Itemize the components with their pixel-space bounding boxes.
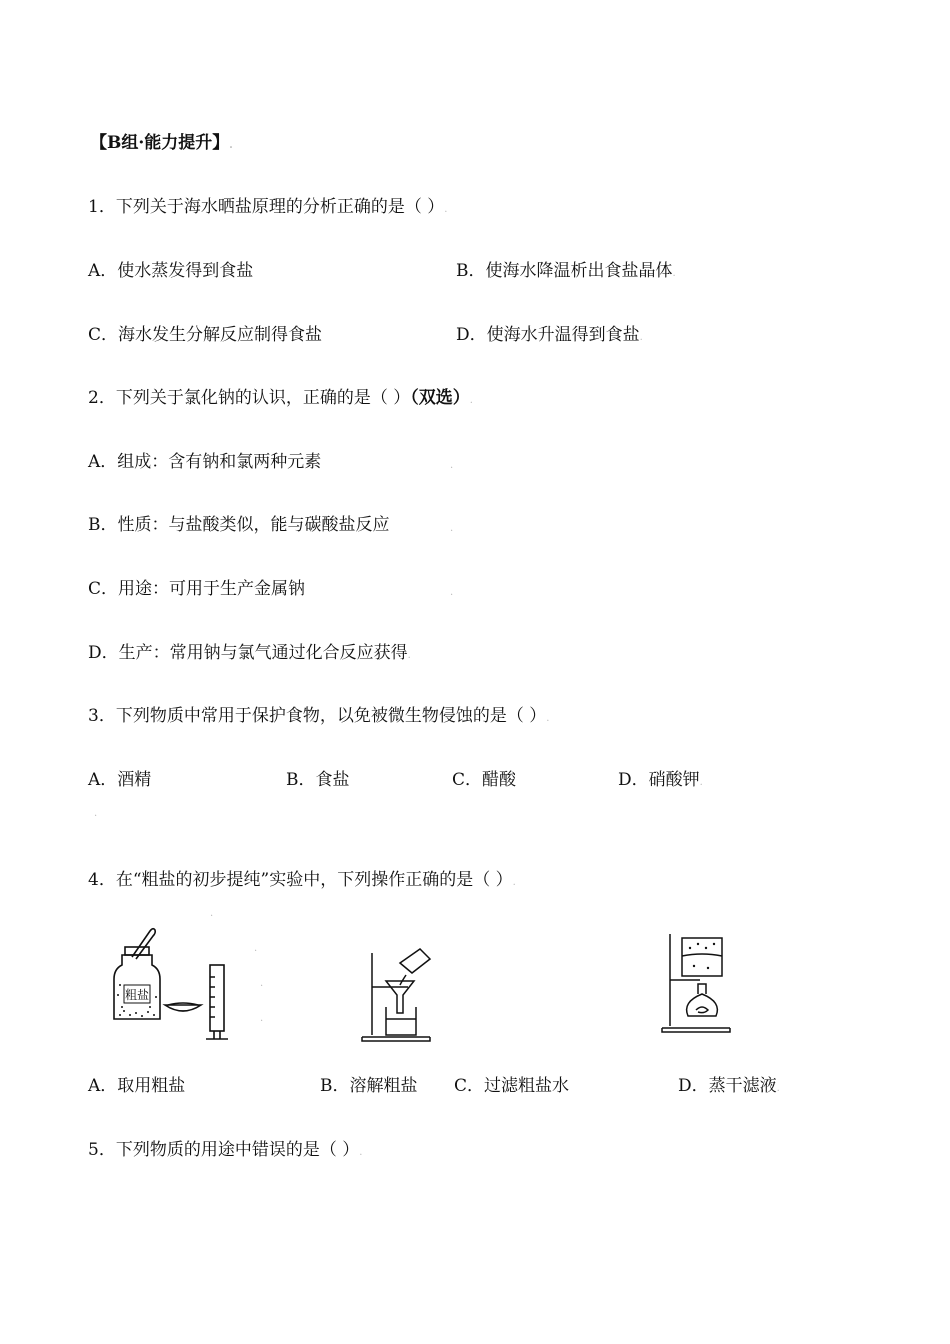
option-text: A．使水蒸发得到食盐	[88, 261, 254, 281]
paragraph-mark: .	[260, 978, 264, 989]
question-4-option-d	[678, 1075, 780, 1100]
paragraph-mark: .	[776, 1083, 780, 1094]
paragraph-mark: .	[699, 777, 703, 788]
question-1-option-d	[456, 324, 643, 349]
question-3-text: 3．下列物质中常用于保护食物，以免被微生物侵蚀的是（ ）	[88, 706, 547, 726]
question-5-text: 5．下列物质的用途中错误的是（ ）	[88, 1140, 360, 1160]
paragraph-mark: .	[639, 332, 643, 343]
paragraph-mark: .	[469, 395, 473, 406]
question-4-option-a	[88, 1075, 185, 1097]
option-text: B．溶解粗盐	[320, 1076, 418, 1096]
paragraph-mark: .	[359, 1147, 363, 1158]
paragraph-mark: .	[450, 587, 454, 598]
question-2-option-a	[88, 451, 321, 473]
option-text: A．取用粗盐	[88, 1076, 186, 1096]
section-title	[90, 132, 233, 157]
question-1-text: 1．下列关于海水晒盐原理的分析正确的是（ ）	[88, 197, 445, 217]
question-4-option-c	[454, 1075, 569, 1097]
question-3-stem	[88, 705, 549, 730]
paragraph-mark: .	[407, 650, 411, 661]
question-4-text: 4．在“粗盐的初步提纯”实验中，下列操作正确的是（ ）	[88, 870, 513, 890]
paragraph-mark: .	[512, 877, 516, 888]
option-text: C．过滤粗盐水	[454, 1076, 570, 1096]
option-text: D．硝酸钾	[618, 770, 700, 790]
paragraph-mark: .	[254, 943, 258, 954]
figure-filtration	[360, 945, 440, 1045]
paragraph-mark: .	[260, 1013, 264, 1024]
option-text: D．蒸干滤液	[678, 1076, 777, 1096]
paragraph-mark: .	[444, 204, 448, 215]
question-3-option-b	[286, 769, 350, 791]
question-1-option-a	[88, 260, 253, 282]
option-text: B．性质：与盐酸类似，能与碳酸盐反应	[88, 515, 390, 535]
question-4-option-b	[320, 1075, 418, 1097]
option-text: C．海水发生分解反应制得食盐	[88, 325, 323, 345]
option-text: A．酒精	[88, 770, 152, 790]
figure-take-crude-salt	[110, 925, 250, 1045]
question-4-stem	[88, 869, 516, 894]
option-text: D．使海水升温得到食盐	[456, 325, 640, 345]
section-title-text: 【B组·能力提升】	[90, 133, 230, 153]
double-choice-tag: （双选）	[410, 388, 470, 408]
option-text: C．用途：可用于生产金属钠	[88, 579, 306, 599]
option-text: A．组成：含有钠和氯两种元素	[88, 452, 322, 472]
question-2-text: 2．下列关于氯化钠的认识，正确的是（ ）	[88, 388, 411, 408]
question-3-option-a	[88, 769, 151, 791]
question-5-stem	[88, 1139, 362, 1164]
option-text: B．使海水降温析出食盐晶体	[456, 261, 673, 281]
question-3-option-c	[452, 769, 516, 791]
paragraph-mark: .	[672, 268, 676, 279]
option-text: D．生产：常用钠与氯气通过化合反应获得	[88, 643, 408, 663]
option-text: B．食盐	[286, 770, 350, 790]
jar-label: 粗盐	[124, 988, 150, 1002]
paragraph-mark: .	[210, 908, 214, 919]
question-1-option-c	[88, 324, 322, 346]
paragraph-mark: .	[450, 523, 454, 534]
question-1-stem	[88, 196, 447, 221]
question-2-option-c	[88, 578, 305, 600]
paragraph-mark: .	[546, 713, 550, 724]
question-3-option-d	[618, 769, 703, 794]
figure-evaporation	[660, 930, 740, 1040]
question-2-option-d	[88, 642, 411, 667]
paragraph-mark: .	[94, 808, 98, 819]
paragraph-mark: .	[450, 460, 454, 471]
option-text: C．醋酸	[452, 770, 517, 790]
question-2-stem	[88, 387, 473, 412]
question-1-option-b	[456, 260, 676, 285]
question-2-option-b	[88, 514, 390, 536]
paragraph-mark: .	[229, 140, 233, 151]
